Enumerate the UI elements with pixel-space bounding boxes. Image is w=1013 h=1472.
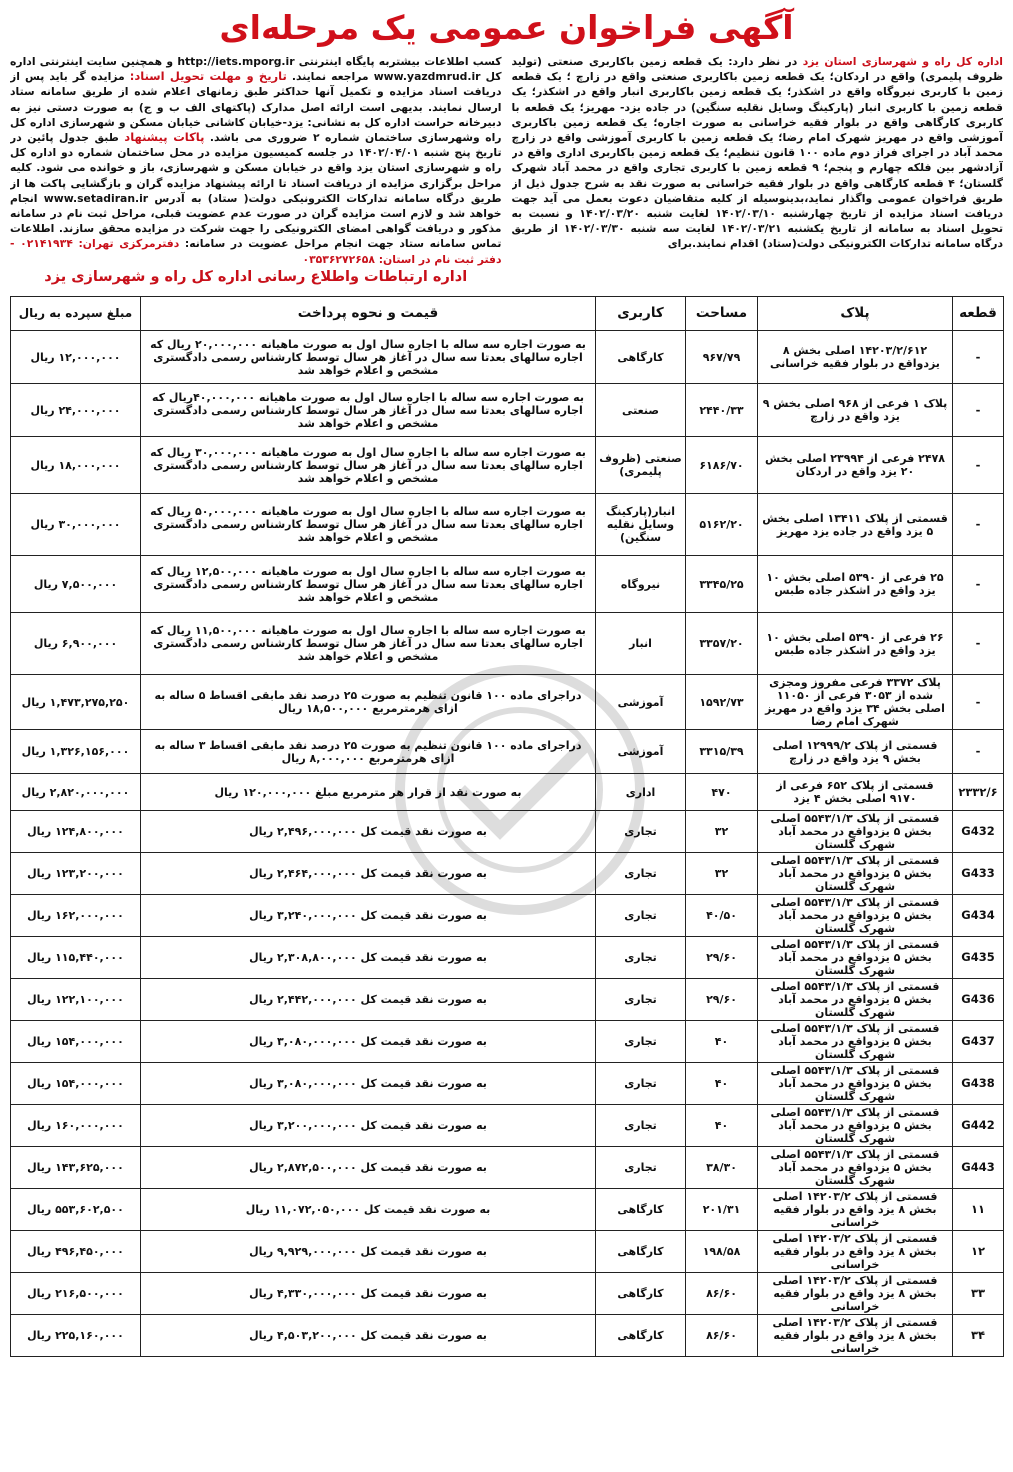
table-body (11, 331, 1004, 1357)
cell-piece: G443 (953, 1147, 1004, 1189)
cell-price: به صورت اجاره سه ساله با اجاره سال اول به صورت ماهیانه ۴۰,۰۰۰,۰۰۰ریال که اجاره سالهای بعدتا سه سال در آغاز هر سال توسط کارشناس رسمی دادگستری مشخص و اعلام خواهد شد (141, 384, 596, 437)
cell-piece: - (953, 730, 1004, 774)
cell-use: انبار (596, 613, 686, 675)
header-piece: قطعه (953, 297, 1004, 331)
cell-piece: - (953, 613, 1004, 675)
cell-plak: قسمتی از پلاک ۵۵۴۳/۱/۳ اصلی بخش ۵ یزدواقع در محمد آباد شهرک گلستان (758, 1021, 953, 1063)
cell-plak: قسمتی از پلاک ۵۵۴۳/۱/۳ اصلی بخش ۵ یزدواقع در محمد آباد شهرک گلستان (758, 811, 953, 853)
cell-area: ۳۲ (686, 853, 758, 895)
cell-deposit: ۱۵۴,۰۰۰,۰۰۰ ریال (11, 1063, 141, 1105)
table-row (11, 937, 1004, 979)
table-row (11, 979, 1004, 1021)
cell-area: ۴۰ (686, 1063, 758, 1105)
cell-plak: قسمتی از پلاک ۵۵۴۳/۱/۳ اصلی بخش ۵ یزدواقع در محمد آباد شهرک گلستان (758, 1147, 953, 1189)
cell-use: صنعتی (ظروف پلیمری) (596, 437, 686, 494)
cell-use: تجاری (596, 979, 686, 1021)
cell-use: آموزشی (596, 730, 686, 774)
header-area: مساحت (686, 297, 758, 331)
cell-area: ۴۰ (686, 1105, 758, 1147)
cell-price: به صورت اجاره سه ساله با اجاره سال اول به صورت ماهیانه ۳۰,۰۰۰,۰۰۰ ریال که اجاره سالهای بعدتا سه سال در آغاز هر سال توسط کارشناس رسمی دادگستری مشخص و اعلام خواهد شد (141, 437, 596, 494)
cell-deposit: ۷,۵۰۰,۰۰۰ ریال (11, 556, 141, 613)
cell-plak: قسمتی از پلاک ۵۵۴۳/۱/۳ اصلی بخش ۵ یزدواقع در محمد آباد شهرک گلستان (758, 979, 953, 1021)
listings-table (10, 296, 1004, 1357)
cell-area: ۶۱۸۶/۷۰ (686, 437, 758, 494)
cell-price: به صورت نقد قیمت کل ۳,۲۰۰,۰۰۰,۰۰۰ ریال (141, 1105, 596, 1147)
cell-deposit: ۲,۸۲۰,۰۰۰,۰۰۰ ریال (11, 774, 141, 811)
table-row (11, 494, 1004, 556)
cell-use: تجاری (596, 1147, 686, 1189)
cell-area: ۴۰ (686, 1021, 758, 1063)
cell-piece: G438 (953, 1063, 1004, 1105)
cell-piece: - (953, 437, 1004, 494)
cell-price: به صورت نقد از قرار هر مترمربع مبلغ ۱۲۰,۰۰۰,۰۰۰ ریال (141, 774, 596, 811)
intro-left-p3: طبق جدول پائین در تاریخ پنج شنبه ۱۴۰۲/۰۴/۰۱ در جلسه کمیسیون مزایده در محل ساختمان شماره دو اداره کل راه و شهرسازی استان یزد واقع در خیابان مسکن و شهرسازی، باز و خوانده می شود. کلیه مراحل برگزاری مزایده از دریافت اسناد تا ارائه پیشنهاد مزایده گران و بازگشایی پاکت ها از طریق درگاه سامانه تدارکات الکترونیکی دولت( ستاد) به آدرس www.setadiran.ir انجام خواهد شد و لازم است مزایده گران در صورت عدم عضویت قبلی، مراحل ثبت نام در سامانه مذکور و دریافت گواهی امضای الکترونیکی را جهت شرکت در مزایده محقق سازند. اطلاعات تماس سامانه ستاد جهت انجام مراحل عضویت در سامانه: (10, 131, 502, 251)
cell-use: کارگاهی (596, 1273, 686, 1315)
cell-area: ۱۵۹۲/۷۳ (686, 675, 758, 730)
intro-org-name: اداره کل راه و شهرسازی استان یزد (802, 55, 1003, 68)
cell-deposit: ۲۱۶,۵۰۰,۰۰۰ ریال (11, 1273, 141, 1315)
cell-area: ۲۰۱/۳۱ (686, 1189, 758, 1231)
cell-deposit: ۱۸,۰۰۰,۰۰۰ ریال (11, 437, 141, 494)
table-row (11, 1231, 1004, 1273)
cell-price: دراجرای ماده ۱۰۰ قانون تنظیم به صورت ۲۵ درصد نقد مابقی اقساط ۳ ساله به ازای هرمترمربع ۸,۰۰۰,۰۰۰ ریال (141, 730, 596, 774)
cell-deposit: ۱۲۴,۸۰۰,۰۰۰ ریال (11, 811, 141, 853)
cell-piece: ۳۴ (953, 1315, 1004, 1357)
cell-piece: G437 (953, 1021, 1004, 1063)
cell-piece: G432 (953, 811, 1004, 853)
table-row (11, 853, 1004, 895)
cell-use: نیروگاه (596, 556, 686, 613)
intro-left-column (10, 54, 502, 290)
cell-plak: ۲۴۷۸ فرعی از ۲۳۹۹۴ اصلی بخش ۲۰ یزد واقع در اردکان (758, 437, 953, 494)
cell-use: تجاری (596, 937, 686, 979)
cell-deposit: ۱۵۴,۰۰۰,۰۰۰ ریال (11, 1021, 141, 1063)
cell-use: کارگاهی (596, 1189, 686, 1231)
cell-plak: قسمتی از پلاک ۱۴۲۰۳/۲ اصلی بخش ۸ یزد واقع در بلوار فقیه خراسانی (758, 1273, 953, 1315)
envelopes-label: پاکات پیشنهاد (124, 130, 205, 145)
cell-price: به صورت نقد قیمت کل ۹,۹۲۹,۰۰۰,۰۰۰ ریال (141, 1231, 596, 1273)
table-row (11, 1315, 1004, 1357)
cell-deposit: ۴۹۶,۴۵۰,۰۰۰ ریال (11, 1231, 141, 1273)
cell-area: ۳۳۴۵/۲۵ (686, 556, 758, 613)
cell-piece: ۱۲ (953, 1231, 1004, 1273)
table-row (11, 1273, 1004, 1315)
intro-left-p1: کسب اطلاعات بیشتربه پایگاه اینترنتی http://iets.mporg.ir و همچنین سایت اینترنتی اداره کل www.yazdmrud.ir مراجعه نمایند. (10, 55, 502, 84)
header-use: کاربری (596, 297, 686, 331)
cell-deposit: ۶,۹۰۰,۰۰۰ ریال (11, 613, 141, 675)
cell-use: تجاری (596, 1105, 686, 1147)
cell-plak: قسمتی از پلاک ۵۵۴۳/۱/۳ اصلی بخش ۵ یزدواقع در محمد آباد شهرک گلستان (758, 1063, 953, 1105)
cell-price: به صورت نقد قیمت کل ۲,۴۹۶,۰۰۰,۰۰۰ ریال (141, 811, 596, 853)
cell-area: ۸۶/۶۰ (686, 1273, 758, 1315)
cell-use: صنعتی (596, 384, 686, 437)
cell-deposit: ۱۲۲,۱۰۰,۰۰۰ ریال (11, 979, 141, 1021)
table-row (11, 1189, 1004, 1231)
cell-price: به صورت نقد قیمت کل ۴,۳۳۰,۰۰۰,۰۰۰ ریال (141, 1273, 596, 1315)
cell-use: کارگاهی (596, 331, 686, 384)
cell-plak: ۲۶ فرعی از ۵۳۹۰ اصلی بخش ۱۰ یزد واقع در اشکذر جاده طبس (758, 613, 953, 675)
cell-plak: قسمتی از پلاک ۵۵۴۳/۱/۳ اصلی بخش ۵ یزدواقع در محمد آباد شهرک گلستان (758, 895, 953, 937)
cell-piece: - (953, 675, 1004, 730)
cell-plak: قسمتی از پلاک ۱۴۲۰۳/۲ اصلی بخش ۸ یزد واقع در بلوار فقیه خراسانی (758, 1189, 953, 1231)
cell-price: به صورت نقد قیمت کل ۲,۸۷۲,۵۰۰,۰۰۰ ریال (141, 1147, 596, 1189)
intro-section (10, 54, 1003, 290)
page-title: آگهی فراخوان عمومی یک مرحله‌ای (219, 8, 794, 47)
cell-plak: قسمتی از پلاک ۱۴۲۰۳/۲ اصلی بخش ۸ یزد واقع در بلوار فقیه خراسانی (758, 1231, 953, 1273)
cell-piece: G442 (953, 1105, 1004, 1147)
cell-area: ۲۹/۶۰ (686, 937, 758, 979)
cell-piece: G435 (953, 937, 1004, 979)
cell-deposit: ۱۲,۰۰۰,۰۰۰ ریال (11, 331, 141, 384)
table-row (11, 556, 1004, 613)
cell-area: ۳۸/۳۰ (686, 1147, 758, 1189)
table-row (11, 811, 1004, 853)
cell-use: آموزشی (596, 675, 686, 730)
header-deposit: مبلغ سپرده به ریال (11, 297, 141, 331)
cell-use: تجاری (596, 811, 686, 853)
table-row (11, 1063, 1004, 1105)
cell-price: دراجرای ماده ۱۰۰ قانون تنظیم به صورت ۲۵ درصد نقد مابقی اقساط ۵ ساله به ازای هرمترمربع ۱۸,۵۰۰,۰۰۰ ریال (141, 675, 596, 730)
table-row (11, 675, 1004, 730)
cell-plak: قسمتی از پلاک ۱۴۲۰۳/۲ اصلی بخش ۸ یزد واقع در بلوار فقیه خراسانی (758, 1315, 953, 1357)
cell-piece: ۱۱ (953, 1189, 1004, 1231)
cell-plak: پلاک ۳۳۷۲ فرعی مفروز ومجزی شده از ۳۰۵۳ فرعی از ۱۱۰۵۰ اصلی بخش ۳۴ یزد واقع در مهریز شهرک امام رضا (758, 675, 953, 730)
cell-plak: قسمتی از پلاک ۵۵۴۳/۱/۳ اصلی بخش ۵ یزدواقع در محمد آباد شهرک گلستان (758, 937, 953, 979)
cell-use: انبار(پارکینگ وسایل نقلیه سنگین) (596, 494, 686, 556)
cell-plak: ۱۴۲۰۳/۲/۶۱۲ اصلی بخش ۸ یزدواقع در بلوار فقیه خراسانی (758, 331, 953, 384)
cell-use: تجاری (596, 1063, 686, 1105)
cell-area: ۴۷۰ (686, 774, 758, 811)
cell-deposit: ۱,۴۷۳,۲۷۵,۲۵۰ ریال (11, 675, 141, 730)
cell-deposit: ۳۰,۰۰۰,۰۰۰ ریال (11, 494, 141, 556)
table-row (11, 331, 1004, 384)
cell-price: به صورت نقد قیمت کل ۲,۴۴۲,۰۰۰,۰۰۰ ریال (141, 979, 596, 1021)
cell-price: به صورت اجاره سه ساله با اجاره سال اول به صورت ماهیانه ۱۲,۵۰۰,۰۰۰ ریال که اجاره سالهای بعدتا سه سال در آغاز هر سال توسط کارشناس رسمی دادگستری مشخص و اعلام خواهد شد (141, 556, 596, 613)
cell-piece: ۲۳۳۲/۶ (953, 774, 1004, 811)
cell-piece: - (953, 556, 1004, 613)
cell-deposit: ۱۴۳,۶۲۵,۰۰۰ ریال (11, 1147, 141, 1189)
cell-area: ۳۳۱۵/۳۹ (686, 730, 758, 774)
cell-deposit: ۱۶۲,۰۰۰,۰۰۰ ریال (11, 895, 141, 937)
cell-piece: - (953, 494, 1004, 556)
footer-office-name: اداره ارتباطات واطلاع رسانی اداره کل راه و شهرسازی یزد (44, 268, 468, 285)
cell-piece: - (953, 331, 1004, 384)
cell-area: ۳۳۵۷/۲۰ (686, 613, 758, 675)
cell-price: به صورت نقد قیمت کل ۱۱,۰۷۲,۰۵۰,۰۰۰ ریال (141, 1189, 596, 1231)
cell-use: کارگاهی (596, 1231, 686, 1273)
cell-piece: G434 (953, 895, 1004, 937)
cell-area: ۲۴۴۰/۳۳ (686, 384, 758, 437)
cell-plak: قسمتی از پلاک ۱۲۹۹۹/۲ اصلی بخش ۹ یزد واقع در زارچ (758, 730, 953, 774)
cell-price: به صورت اجاره سه ساله با اجاره سال اول به صورت ماهیانه ۲۰,۰۰۰,۰۰۰ ریال که اجاره سالهای بعدتا سه سال در آغاز هر سال توسط کارشناس رسمی دادگستری مشخص و اعلام خواهد شد (141, 331, 596, 384)
cell-use: تجاری (596, 853, 686, 895)
cell-plak: قسمتی از پلاک ۵۵۴۳/۱/۳ اصلی بخش ۵ یزدواقع در محمد آباد شهرک گلستان (758, 1105, 953, 1147)
cell-deposit: ۱۱۵,۴۴۰,۰۰۰ ریال (11, 937, 141, 979)
table-header-row (11, 297, 1004, 331)
cell-deposit: ۲۲۵,۱۶۰,۰۰۰ ریال (11, 1315, 141, 1357)
table-row (11, 1021, 1004, 1063)
header-price: قیمت و نحوه پرداخت (141, 297, 596, 331)
cell-use: کارگاهی (596, 1315, 686, 1357)
cell-piece: G433 (953, 853, 1004, 895)
table-row (11, 774, 1004, 811)
cell-use: تجاری (596, 895, 686, 937)
cell-piece: - (953, 384, 1004, 437)
cell-piece: ۳۳ (953, 1273, 1004, 1315)
cell-price: به صورت نقد قیمت کل ۳,۲۴۰,۰۰۰,۰۰۰ ریال (141, 895, 596, 937)
table-row (11, 384, 1004, 437)
cell-price: به صورت اجاره سه ساله با اجاره سال اول به صورت ماهیانه ۵۰,۰۰۰,۰۰۰ ریال که اجاره سالهای بعدتا سه سال در آغاز هر سال توسط کارشناس رسمی دادگستری مشخص و اعلام خواهد شد (141, 494, 596, 556)
cell-price: به صورت نقد قیمت کل ۲,۴۶۴,۰۰۰,۰۰۰ ریال (141, 853, 596, 895)
contact-phones: دفترمرکزی تهران: ۰۲۱۴۱۹۳۴ - دفتر ثبت نام در استان: ۰۳۵۳۶۲۷۲۶۵۸ (10, 237, 502, 266)
cell-price: به صورت نقد قیمت کل ۲,۳۰۸,۸۰۰,۰۰۰ ریال (141, 937, 596, 979)
intro-right-column (512, 54, 1004, 290)
cell-plak: پلاک ۱ فرعی از ۹۶۸ اصلی بخش ۹ یزد واقع در زارچ (758, 384, 953, 437)
cell-area: ۴۰/۵۰ (686, 895, 758, 937)
intro-right-text: در نظر دارد: یک قطعه زمین باکاربری صنعتی (تولید ظروف پلیمری) واقع در اردکان؛ یک قطعه زمین باکاربری صنعتی واقع در زارچ ؛ یک قطعه زمین با کاربری نیروگاه واقع در اشکذر؛ یک قطعه زمین باکاربری انبار واقع در اشکذر؛ یک قطعه زمین با کاربری انبار (پارکینگ وسایل نقلیه سنگین) در جاده یزد- مهریز؛ یک قطعه با کاربری کارگاهی واقع در بلوار فقیه خراسانی به صورت اجاره؛ یک قطعه زمین باکاربری آموزشی واقع در مهریز شهرک امام رضا؛ یک قطعه زمین با کاربری آموزشی واقع در زارچ محمد آباد در اجرای فراز دوم ماده ۱۰۰ قانون تنظیم؛ یک قطعه زمین باکاربری اداری واقع در آزادشهر بین فلکه چهارم و پنجم؛ ۹ قطعه زمین با کاربری تجاری واقع در محمد آباد شهرک گلستان؛ ۴ قطعه کارگاهی واقع در بلوار فقیه خراسانی به صورت نقد به شرح جدول ذیل از طریق فراخوان عمومی واگذار نماید،بدینوسیله از کلیه متقاضیان دعوت بعمل می آید جهت دریافت اسناد مزایده از تاریخ چهارشنبه ۱۴۰۲/۰۳/۱۰ لغایت شنبه ۱۴۰۲/۰۳/۲۰ و نسبت به تحویل اسناد به سامانه از تاریخ یکشنبه ۱۴۰۲/۰۳/۲۱ لغایت سه شنبه ۱۴۰۲/۰۳/۳۰ از طریق درگاه سامانه تدارکات الکترونیکی دولت(ستاد) اقدام نمایند.برای (511, 55, 1003, 251)
cell-area: ۸۶/۶۰ (686, 1315, 758, 1357)
cell-area: ۵۱۶۲/۲۰ (686, 494, 758, 556)
cell-price: به صورت نقد قیمت کل ۴,۵۰۳,۲۰۰,۰۰۰ ریال (141, 1315, 596, 1357)
cell-plak: قسمتی از پلاک ۶۵۲ فرعی از ۹۱۷۰ اصلی بخش ۴ یزد (758, 774, 953, 811)
cell-piece: G436 (953, 979, 1004, 1021)
cell-deposit: ۵۵۳,۶۰۲,۵۰۰ ریال (11, 1189, 141, 1231)
cell-price: به صورت اجاره سه ساله با اجاره سال اول به صورت ماهیانه ۱۱,۵۰۰,۰۰۰ ریال که اجاره سالهای بعدتا سه سال در آغاز هر سال توسط کارشناس رسمی دادگستری مشخص و اعلام خواهد شد (141, 613, 596, 675)
cell-area: ۹۶۷/۷۹ (686, 331, 758, 384)
cell-plak: قسمتی از پلاک ۵۵۴۳/۱/۳ اصلی بخش ۵ یزدواقع در محمد آباد شهرک گلستان (758, 853, 953, 895)
intro-left-p2: مزایده گر باید پس از دریافت اسناد مزایده و تکمیل آنها حداکثر طبق زمانهای اعلام شده از طریق سامانه ستاد ارسال نمایند. بدیهی است ارائه اصل مدارک (پاکتهای الف ب و ج) به صورت دستی نیز به دبیرخانه حراست اداره کل به نشانی: یزد-خیابان کاشانی خیابان مسکن و شهرسازی اداره کل راه وشهرسازی ساختمان شماره ۲ ضروری می باشد. (10, 70, 502, 145)
cell-plak: قسمتی از پلاک ۱۳۴۱۱ اصلی بخش ۵ یزد واقع در جاده یزد مهریز (758, 494, 953, 556)
cell-deposit: ۱۲۳,۲۰۰,۰۰۰ ریال (11, 853, 141, 895)
table-row (11, 1105, 1004, 1147)
header-plak: پلاک (758, 297, 953, 331)
cell-plak: ۲۵ فرعی از ۵۳۹۰ اصلی بخش ۱۰ یزد واقع در اشکذر جاده طبس (758, 556, 953, 613)
table-row (11, 1147, 1004, 1189)
cell-area: ۱۹۸/۵۸ (686, 1231, 758, 1273)
cell-use: اداری (596, 774, 686, 811)
cell-use: تجاری (596, 1021, 686, 1063)
cell-deposit: ۲۴,۰۰۰,۰۰۰ ریال (11, 384, 141, 437)
deadline-label: تاریخ و مهلت تحویل اسناد: (129, 69, 287, 84)
cell-price: به صورت نقد قیمت کل ۳,۰۸۰,۰۰۰,۰۰۰ ریال (141, 1063, 596, 1105)
table-row (11, 730, 1004, 774)
cell-price: به صورت نقد قیمت کل ۳,۰۸۰,۰۰۰,۰۰۰ ریال (141, 1021, 596, 1063)
table-row (11, 895, 1004, 937)
cell-deposit: ۱,۳۲۶,۱۵۶,۰۰۰ ریال (11, 730, 141, 774)
table-row (11, 437, 1004, 494)
cell-area: ۳۲ (686, 811, 758, 853)
cell-area: ۲۹/۶۰ (686, 979, 758, 1021)
cell-deposit: ۱۶۰,۰۰۰,۰۰۰ ریال (11, 1105, 141, 1147)
table-row (11, 613, 1004, 675)
